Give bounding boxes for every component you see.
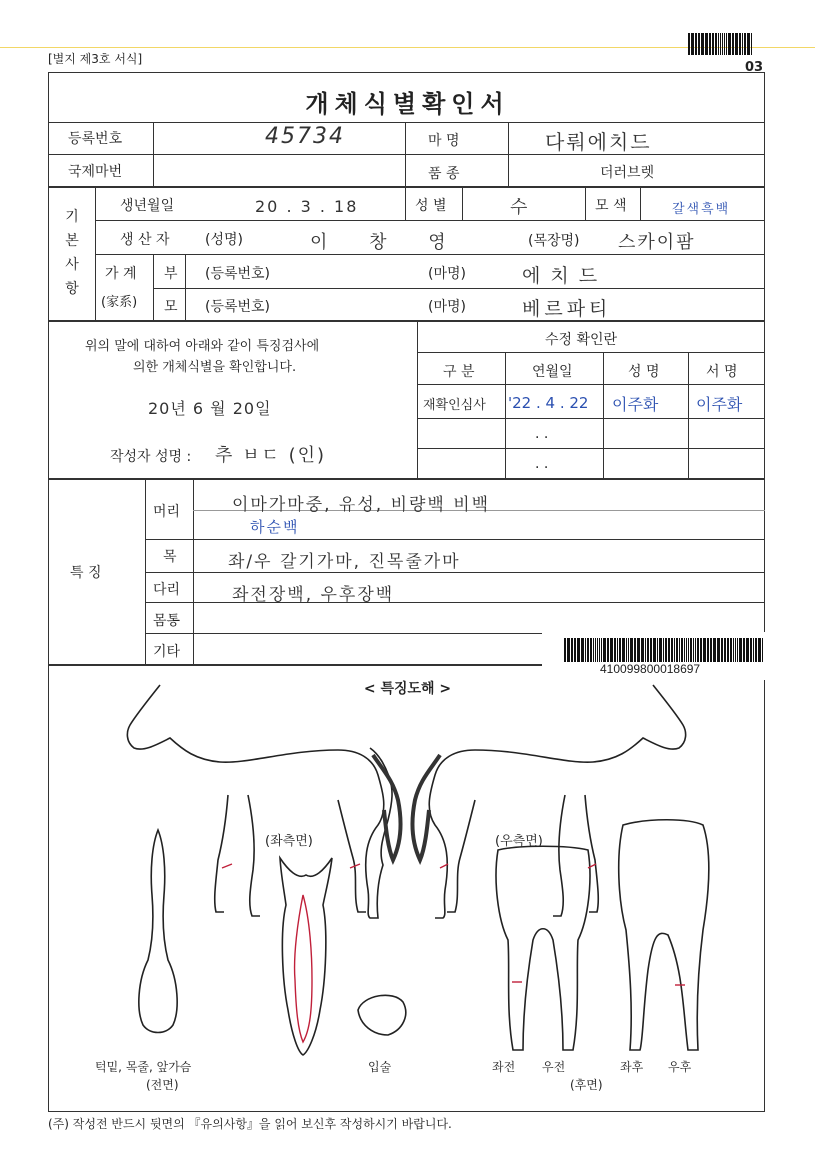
- horse-name-label: 마 명: [428, 133, 460, 149]
- confirm-text-2: 의한 개체식별을 확인합니다.: [133, 360, 297, 375]
- sex-value: 수: [510, 197, 530, 218]
- form-number: [별지 제3호 서식]: [48, 52, 143, 66]
- rear-view: [619, 820, 709, 1050]
- birth-label: 생년월일: [120, 198, 175, 214]
- confirm-text-1: 위의 말에 대하여 아래와 같이 특징검사에: [85, 339, 320, 354]
- page-number: 03: [745, 60, 764, 75]
- revision-col-name: 성 명: [628, 364, 660, 380]
- leg-label: 다리: [153, 582, 181, 598]
- lip-caption: 입술: [368, 1060, 392, 1074]
- other-label: 기타: [153, 644, 181, 660]
- left-side-caption: (좌측면): [265, 834, 313, 849]
- head-label: 머리: [153, 504, 181, 520]
- front-legs-view: [496, 846, 590, 1050]
- front-view-caption: (전면): [146, 1078, 179, 1092]
- farm-label: (목장명): [528, 233, 580, 249]
- sex-label: 성 별: [415, 198, 447, 214]
- pedigree-label-hanja: (家系): [101, 295, 138, 310]
- revision-title: 수정 확인란: [545, 332, 618, 348]
- horse-diagram: [48, 680, 765, 1100]
- head-value-2: 하순백: [250, 518, 300, 536]
- producer-label: 생 산 자: [120, 232, 170, 248]
- right-side-horse: [429, 685, 685, 918]
- sire-reg-no-label: (등록번호): [205, 266, 271, 282]
- right-side-caption: (우측면): [495, 834, 543, 849]
- rear-view-caption: (후면): [570, 1078, 603, 1092]
- pedigree-label: 가 계: [105, 266, 137, 282]
- producer-name-label: (성명): [205, 232, 243, 248]
- left-side-horse: [127, 685, 393, 918]
- breed-label: 품 종: [428, 166, 460, 182]
- writer-label: 작성자 성명 :: [110, 449, 192, 465]
- head-value: 이마가마중, 유성, 비량백 비백: [232, 495, 491, 515]
- writer-value: 추 ㅂㄷ (인): [215, 445, 327, 466]
- dam-label: 모: [164, 299, 178, 315]
- front-caption: 턱밑, 목줄, 앞가슴: [95, 1060, 192, 1074]
- horse-name-value: 다뤄에치드: [545, 130, 652, 154]
- barcode-sticker: [542, 632, 775, 680]
- intl-no-label: 국제마번: [68, 164, 123, 180]
- lips-view: [358, 995, 406, 1035]
- farm-value: 스카이팜: [618, 232, 696, 253]
- reg-no-label: 등록번호: [68, 131, 123, 147]
- right-hind-caption: 우후: [668, 1060, 692, 1074]
- page-title: 개체식별확인서: [305, 90, 510, 118]
- head-front-view: [280, 858, 332, 1055]
- dam-name-value: 베르파티: [522, 298, 612, 320]
- revision-row1-name: 이주화: [612, 395, 659, 414]
- sire-name-label: (마명): [428, 266, 466, 282]
- reg-no-value: 45734: [265, 124, 345, 149]
- producer-name-value: 이 창 영: [310, 232, 464, 253]
- body-label: 몸통: [153, 613, 181, 629]
- revision-row1-sign: 이주화: [696, 395, 743, 414]
- left-hind-caption: 좌후: [620, 1060, 644, 1074]
- color-label: 모 색: [595, 198, 627, 214]
- revision-col-sign: 서 명: [706, 364, 738, 380]
- barcode-number: 410099800018697: [600, 662, 701, 676]
- right-fore-caption: 우전: [542, 1060, 566, 1074]
- breed-value: 더러브렛: [600, 165, 655, 181]
- revision-col-date: 연월일: [532, 364, 573, 380]
- left-fore-caption: 좌전: [492, 1060, 516, 1074]
- revision-row2-date: . .: [535, 426, 549, 442]
- neck-value: 좌/우 갈기가마, 진목줄가마: [228, 552, 461, 572]
- sire-label: 부: [164, 266, 178, 282]
- neck-label: 목: [163, 549, 177, 565]
- birth-value: 20 . 3 . 18: [255, 197, 359, 216]
- diagram-title: < 특징도해 >: [363, 681, 452, 697]
- revision-row1-type: 재확인심사: [423, 398, 486, 413]
- features-section-label: 특 징: [70, 565, 102, 581]
- dam-reg-no-label: (등록번호): [205, 299, 271, 315]
- dam-name-label: (마명): [428, 299, 466, 315]
- confirm-date: 20년 6 월 20일: [148, 399, 272, 418]
- sire-name-value: 에치드: [522, 265, 608, 287]
- leg-value: 좌전장백, 우후장백: [232, 585, 395, 605]
- basic-section-label: 기 본 사 항: [65, 209, 79, 297]
- front-neck-view: [139, 830, 177, 1033]
- revision-row3-date: . .: [535, 456, 549, 472]
- revision-row1-date: '22 . 4 . 22: [508, 394, 589, 412]
- color-value: 갈색흑백: [672, 202, 731, 217]
- barcode: [564, 638, 764, 662]
- top-barcode: [688, 33, 763, 55]
- revision-col-type: 구 분: [443, 364, 475, 380]
- footnote: (주) 작성전 반드시 뒷면의 『유의사항』을 읽어 보신후 작성하시기 바랍니다.: [48, 1117, 452, 1131]
